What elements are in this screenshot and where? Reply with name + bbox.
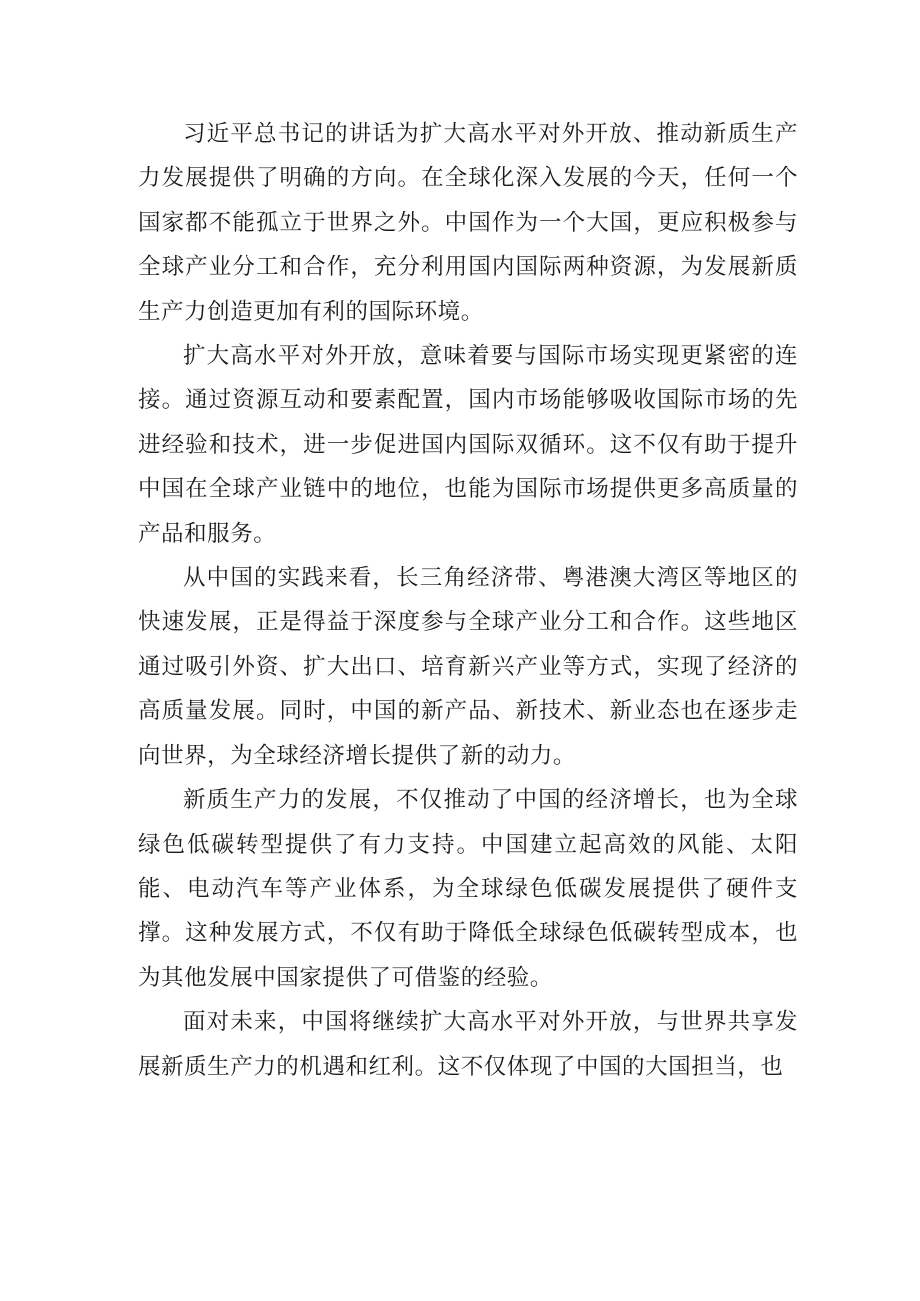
document-body bbox=[138, 112, 798, 1089]
paragraph-3: 从中国的实践来看，长三角经济带、粤港澳大湾区等地区的快速发展，正是得益于深度参与全球产业分工和合作。这些地区通过吸引外资、扩大出口、培育新兴产业等方式，实现了经济的高质量发展。同时，中国的新产品、新技术、新业态也在逐步走向世界，为全球经济增长提供了新的动力。 bbox=[138, 565, 798, 769]
paragraph-5: 面对未来，中国将继续扩大高水平对外开放，与世界共享发展新质生产力的机遇和红利。这不仅体现了中国的大国担当，也 bbox=[138, 1009, 798, 1080]
paragraph-4: 新质生产力的发展，不仅推动了中国的经济增长，也为全球绿色低碳转型提供了有力支持。中国建立起高效的风能、太阳能、电动汽车等产业体系，为全球绿色低碳发展提供了硬件支撑。这种发展方式，不仅有助于降低全球绿色低碳转型成本，也为其他发展中国家提供了可借鉴的经验。 bbox=[138, 787, 798, 991]
paragraph-2: 扩大高水平对外开放，意味着要与国际市场实现更紧密的连接。通过资源互动和要素配置，国内市场能够吸收国际市场的先进经验和技术，进一步促进国内国际双循环。这不仅有助于提升中国在全球产业链中的地位，也能为国际市场提供更多高质量的产品和服务。 bbox=[138, 343, 798, 547]
paragraph-1: 习近平总书记的讲话为扩大高水平对外开放、推动新质生产力发展提供了明确的方向。在全球化深入发展的今天，任何一个国家都不能孤立于世界之外。中国作为一个大国，更应积极参与全球产业分工和合作，充分利用国内国际两种资源，为发展新质生产力创造更加有利的国际环境。 bbox=[138, 121, 798, 325]
